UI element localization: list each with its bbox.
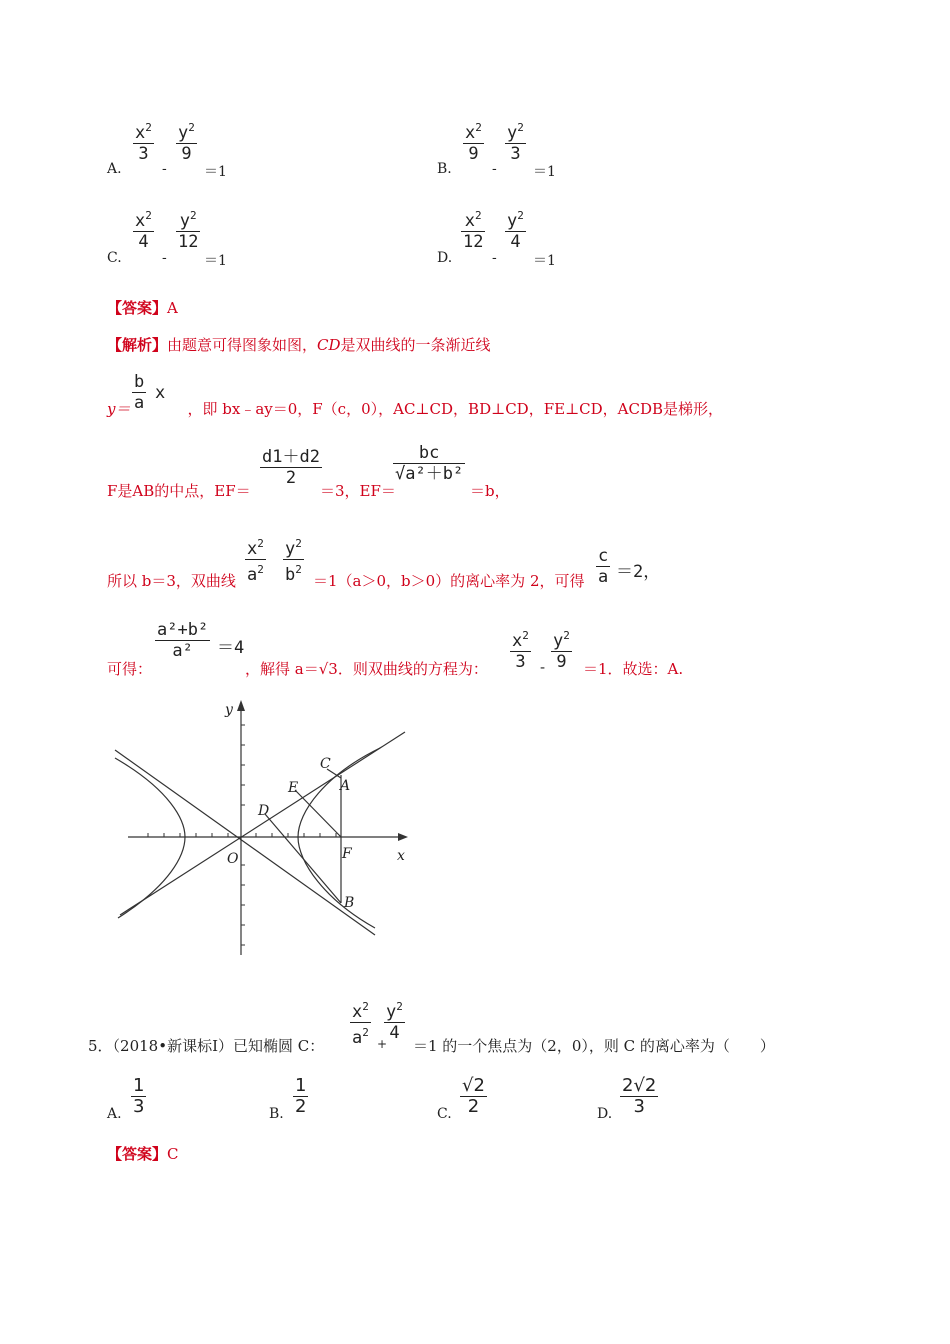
fraction: $\frac{x^2}{3}$ [135, 121, 152, 164]
option-label: D. [597, 1106, 613, 1122]
answer-line [107, 297, 178, 318]
equals-one: ＝1 [533, 253, 556, 269]
label-a: A [340, 778, 351, 794]
label-f: F [342, 846, 352, 862]
y-axis-arrow [237, 700, 245, 711]
answer-value: A [167, 299, 178, 317]
fraction: $\frac{y^2}{4}$ [507, 209, 524, 252]
text: CD [317, 336, 341, 354]
asymptote-1 [115, 750, 375, 935]
fraction: $\frac{2√2}{3}$ [622, 1075, 657, 1117]
line-db [265, 814, 341, 903]
text: 已知椭圆 C： [233, 1037, 325, 1055]
answer-value: C [167, 1145, 179, 1163]
fraction-bc: $\frac{bc}{\text{√a²＋b²}}$ [395, 443, 464, 484]
fraction-a2b2-a2: $\frac{\text{a²+b²}}{\text{a²}}$ [157, 620, 209, 661]
analysis-line-5-prefix: 可得： [107, 660, 153, 678]
fraction-x2-a2: $\frac{x^2}{a^2}$ [352, 1000, 369, 1048]
fraction-b-over-a: $\frac{b}{a}$ [134, 372, 145, 413]
label-e: E [288, 780, 299, 796]
option-label: B. [269, 1106, 284, 1122]
analysis-line-5-end: ＝1．故选：A. [583, 660, 684, 678]
option-label: C. [437, 1106, 452, 1122]
analysis-line-4-prefix: 所以 b＝3，双曲线 [107, 572, 236, 590]
minus-sign: - [162, 250, 167, 266]
fraction-y2-4: $\frac{y^2}{4}$ [386, 1000, 403, 1043]
question-5-stem [88, 1035, 324, 1056]
option-label: C. [107, 250, 122, 266]
label-c: C [320, 756, 331, 772]
analysis-line-3-end: ＝b， [470, 482, 510, 500]
fraction: $\frac{y^2}{9}$ [178, 121, 195, 164]
answer-tag: 【答案】 [107, 299, 168, 317]
text: y＝ [107, 400, 131, 418]
minus-sign: - [492, 161, 497, 177]
equals-one: ＝1 [533, 164, 556, 180]
fraction: $\frac{x^2}{12}$ [463, 209, 484, 252]
label-x: x [397, 848, 405, 864]
analysis-tag: 【解析】 [107, 336, 168, 354]
question-number: 5． [88, 1037, 113, 1055]
axis-ticks [148, 725, 336, 945]
option-label: A. [107, 1106, 122, 1122]
question-5-suffix: ＝1 的一个焦点为（2，0），则 C 的离心率为（ ） [413, 1037, 775, 1055]
equals-one: ＝1 [204, 253, 227, 269]
label-o: O [227, 851, 239, 867]
minus-sign: - [162, 161, 167, 177]
label-b: B [344, 895, 355, 911]
fraction-y2-9: $\frac{y^2}{9}$ [553, 629, 570, 672]
text: x [155, 383, 166, 403]
text: 由题意可得图象如图， [167, 336, 318, 354]
fraction: $\frac{1}{3}$ [133, 1075, 145, 1117]
fraction-y2-b2: $\frac{y^2}{b^2}$ [285, 537, 302, 585]
text: ，即 bx﹣ay＝0，F（c，0），AC⊥CD，BD⊥CD，FE⊥CD，ACDB是梯形， [187, 400, 724, 418]
analysis-line-3-mid: ＝3，EF＝ [320, 482, 396, 500]
analysis-line-2 [107, 398, 723, 419]
analysis-line-3-prefix: F是AB的中点，EF＝ [107, 482, 251, 500]
fraction: $\frac{y^2}{12}$ [178, 209, 199, 252]
option-label: D. [437, 250, 453, 266]
minus-sign: - [540, 658, 546, 676]
left-branch [115, 758, 185, 918]
fraction-x2-3: $\frac{x^2}{3}$ [512, 629, 529, 672]
label-y: y [225, 702, 233, 718]
answer-tag: 【答案】 [107, 1145, 168, 1163]
analysis-line-1 [107, 334, 491, 355]
fraction-c-a: $\frac{c}{a}$ [598, 546, 609, 587]
option-label: A. [107, 161, 122, 177]
fraction-ef: $\frac{d1+d2}{2}$ [262, 447, 320, 488]
fraction: $\frac{x^2}{4}$ [135, 209, 152, 252]
analysis-line-4-mid: ＝1（a＞0，b＞0）的离心率为 2，可得 [313, 572, 585, 590]
fraction-x2-a2: $\frac{x^2}{a^2}$ [247, 537, 264, 585]
fraction: $\frac{1}{2}$ [295, 1075, 307, 1117]
text: ＝4 [217, 638, 245, 658]
text: 是双曲线的一条渐近线 [340, 336, 491, 354]
question-source: （2018•新课标Ⅰ） [112, 1037, 233, 1055]
asymptote-2 [120, 732, 405, 915]
fraction: $\frac{y^2}{3}$ [507, 121, 524, 164]
fraction: $\frac{√2}{2}$ [462, 1075, 485, 1117]
hyperbola-figure [110, 690, 420, 960]
x-axis-arrow [398, 833, 408, 841]
label-d: D [258, 803, 270, 819]
answer-line [107, 1143, 179, 1164]
line-fe [295, 790, 341, 837]
option-label: B. [437, 161, 452, 177]
text: ＝2， [616, 562, 661, 582]
plus-sign: + [377, 1037, 388, 1051]
minus-sign: - [492, 250, 497, 266]
equals-one: ＝1 [204, 164, 227, 180]
analysis-line-5-mid: ，解得 a＝√3．则双曲线的方程为： [245, 660, 488, 678]
fraction: $\frac{x^2}{9}$ [465, 121, 482, 164]
